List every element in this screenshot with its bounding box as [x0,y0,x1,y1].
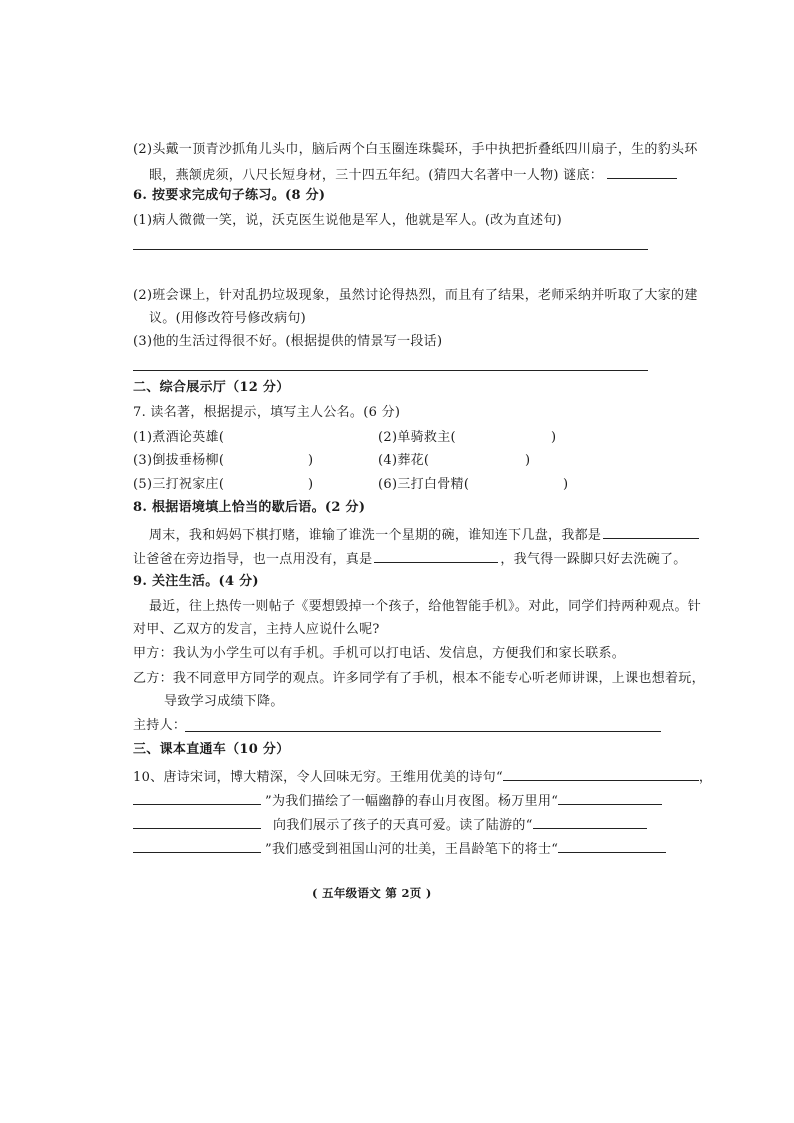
answer-line[interactable] [133,249,648,250]
q10-line1-end: ， [698,770,713,785]
q7-item1: (1)煮酒论英雄( [133,430,225,445]
section2-title: 二、综合展示厅（12 分） [133,380,290,395]
q9-yi-line2: 导致学习成绩下降。 [164,694,284,709]
answer-blank[interactable] [133,838,261,853]
q6-item1: (1)病人微微一笑，说，沃克医生说他是军人，他就是军人。(改为直述句) [133,213,563,228]
q8-line1-text: 周末，我和妈妈下棋打赌，谁输了谁洗一个星期的碗，谁知连下几盘，我都是 [149,528,602,543]
q5-item2-line2 [149,164,677,185]
q10-line1 [133,766,712,787]
page-footer: ( 五年级语文 第 2页 ) [312,886,432,900]
q10-line3-text: 向我们展示了孩子的天真可爱。读了陆游的“ [273,818,533,833]
answer-blank[interactable] [558,838,666,853]
q7-item5: (5)三打祝家庄( [133,477,225,492]
q8-line2 [133,548,687,569]
q10-line3 [133,814,647,835]
q8-line1 [149,524,699,545]
q7-item6: (6)三打白骨精( [378,477,470,492]
q9-para1: 最近，往上热传一则帖子《要想毁掉一个孩子，给他智能手机》。对此，同学们持两种观点。针 [149,599,702,614]
q10-line2 [133,790,662,811]
q10-line4 [133,838,666,859]
q7-item4: (4)葬花( [378,453,430,468]
answer-blank[interactable] [533,814,647,829]
answer-blank[interactable] [133,814,261,829]
q7-title: 7. 读名著，根据提示，填写主人公名。(6 分) [133,405,401,420]
q9-host-label: 主持人： [133,718,187,733]
answer-blank[interactable] [503,766,699,781]
q8-line2b-text: ，我气得一跺脚只好去洗碗了。 [500,552,687,567]
q7-item6-close: ) [563,477,569,492]
answer-blank[interactable] [603,524,699,539]
q10-line2-text: ”为我们描绘了一幅幽静的春山月夜图。杨万里用“ [265,794,559,809]
q7-item4-close: ) [525,453,531,468]
q6-item3: (3)他的生活过得很不好。(根据提供的情景写一段话) [133,334,443,349]
q7-item2-close: ) [551,430,557,445]
section3-title: 三、课本直通车（10 分） [133,742,290,757]
q9-para2: 对甲、乙双方的发言，主持人应说什么呢? [133,622,380,637]
q9-jia: 甲方：我认为小学生可以有手机。手机可以打电话、发信息，方便我们和家长联系。 [133,646,626,661]
q9-host [133,717,186,735]
q5-item2-line2-text: 眼，燕颔虎须，八尺长短身材，三十四五年纪。(猜四大名著中一人物) 谜底： [149,168,604,183]
q9-title: 9. 关注生活。(4 分) [133,574,259,589]
q6-item2-line2: 议。(用修改符号修改病句) [149,311,307,326]
q8-line2a-text: 让爸爸在旁边指导，也一点用没有，真是 [133,552,373,567]
answer-line[interactable] [185,731,661,732]
q7-item2: (2)单骑救主( [378,430,456,445]
q8-title: 8. 根据语境填上恰当的歇后语。(2 分) [133,500,366,515]
answer-blank[interactable] [133,790,261,805]
answer-line[interactable] [133,370,648,371]
answer-blank[interactable] [374,548,498,563]
q6-item2-line1: (2)班会课上，针对乱扔垃圾现象，虽然讨论得热烈，而且有了结果，老师采纳并听取了大家的建 [133,288,698,303]
q7-item3: (3)倒拔垂杨柳( [133,453,225,468]
answer-blank[interactable] [607,164,677,179]
q5-item2-line1: (2)头戴一顶青沙抓角儿头巾，脑后两个白玉圈连珠鬓环，手中执把折叠纸四川扇子，生的豹头环 [133,142,698,157]
q10-line4-text: ”我们感受到祖国山河的壮美，王昌龄笔下的将士“ [265,842,559,857]
answer-blank[interactable] [558,790,662,805]
q9-yi-line1: 乙方：我不同意甲方同学的观点。许多同学有了手机，根本不能专心听老师讲课，上课也想着玩， [133,671,705,686]
q7-item5-close: ) [308,477,314,492]
q10-line1-text: 10、唐诗宋词，博大精深，令人回味无穷。王维用优美的诗句“ [133,770,503,785]
q7-item3-close: ) [308,453,314,468]
q6-title: 6. 按要求完成句子练习。(8 分) [133,188,326,203]
